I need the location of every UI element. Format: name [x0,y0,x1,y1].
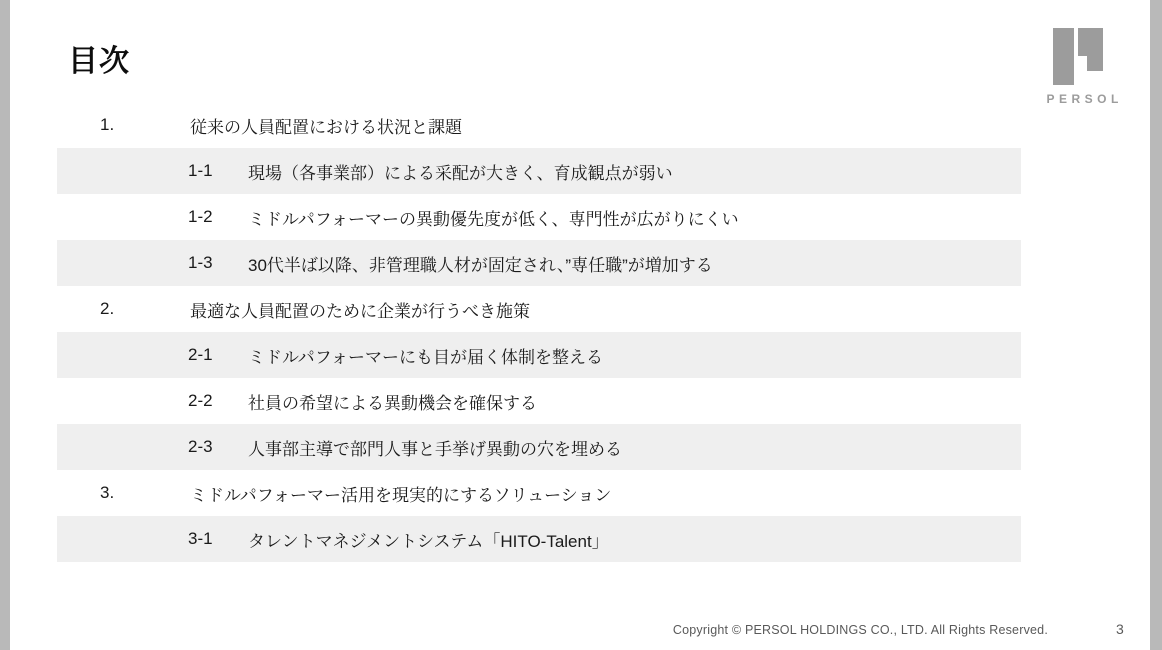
toc-item-number: 2-2 [188,391,213,410]
slide-gutter-left [0,0,10,650]
toc-item-label: ミドルパフォーマーの異動優先度が低く、専門性が広がりにくい [248,209,739,229]
toc-row [57,470,1021,516]
toc-item-label: 社員の希望による異動機会を確保する [248,393,537,413]
toc-row [57,194,1021,240]
persol-p-mark-icon [1042,28,1114,85]
toc-item-number: 2. [100,299,115,318]
toc-row [57,378,1021,424]
toc-row [57,516,1021,562]
toc-row [57,240,1021,286]
toc-item-label: タレントマネジメントシステム「HITO-Talent」 [248,531,609,551]
toc-list [57,102,1021,562]
toc-item-label: 30代半ば以降、非管理職人材が固定され、”専任職”が増加する [248,255,713,275]
slide-gutter-right [1150,0,1162,650]
copyright-text: Copyright © PERSOL HOLDINGS CO., LTD. All Rights Reserved. [672,623,1048,637]
toc-item-label: 人事部主導で部門人事と手挙げ異動の穴を埋める [248,439,622,459]
toc-row [57,332,1021,378]
toc-item-number: 1-2 [188,207,213,226]
persol-logo-text: PERSOL [1046,92,1123,106]
toc-item-label: 現場（各事業部）による采配が大きく、育成観点が弱い [248,163,673,183]
page-number: 3 [1116,621,1124,637]
toc-item-label: ミドルパフォーマーにも目が届く体制を整える [248,347,603,367]
toc-row [57,148,1021,194]
toc-item-number: 3. [100,483,115,502]
toc-item-label: ミドルパフォーマー活用を現実的にするソリューション [190,485,612,505]
toc-item-number: 1-3 [188,253,213,272]
toc-row [57,424,1021,470]
toc-item-number: 1. [100,115,115,134]
toc-item-number: 2-1 [188,345,213,364]
toc-item-number: 2-3 [188,437,213,456]
toc-item-label: 従来の人員配置における状況と課題 [190,117,462,137]
page-title: 目次 [68,45,130,79]
toc-row [57,286,1021,332]
toc-row [57,102,1021,148]
toc-item-label: 最適な人員配置のために企業が行うべき施策 [190,301,530,321]
toc-item-number: 1-1 [188,161,213,180]
persol-logo [1042,28,1123,106]
toc-item-number: 3-1 [188,529,213,548]
